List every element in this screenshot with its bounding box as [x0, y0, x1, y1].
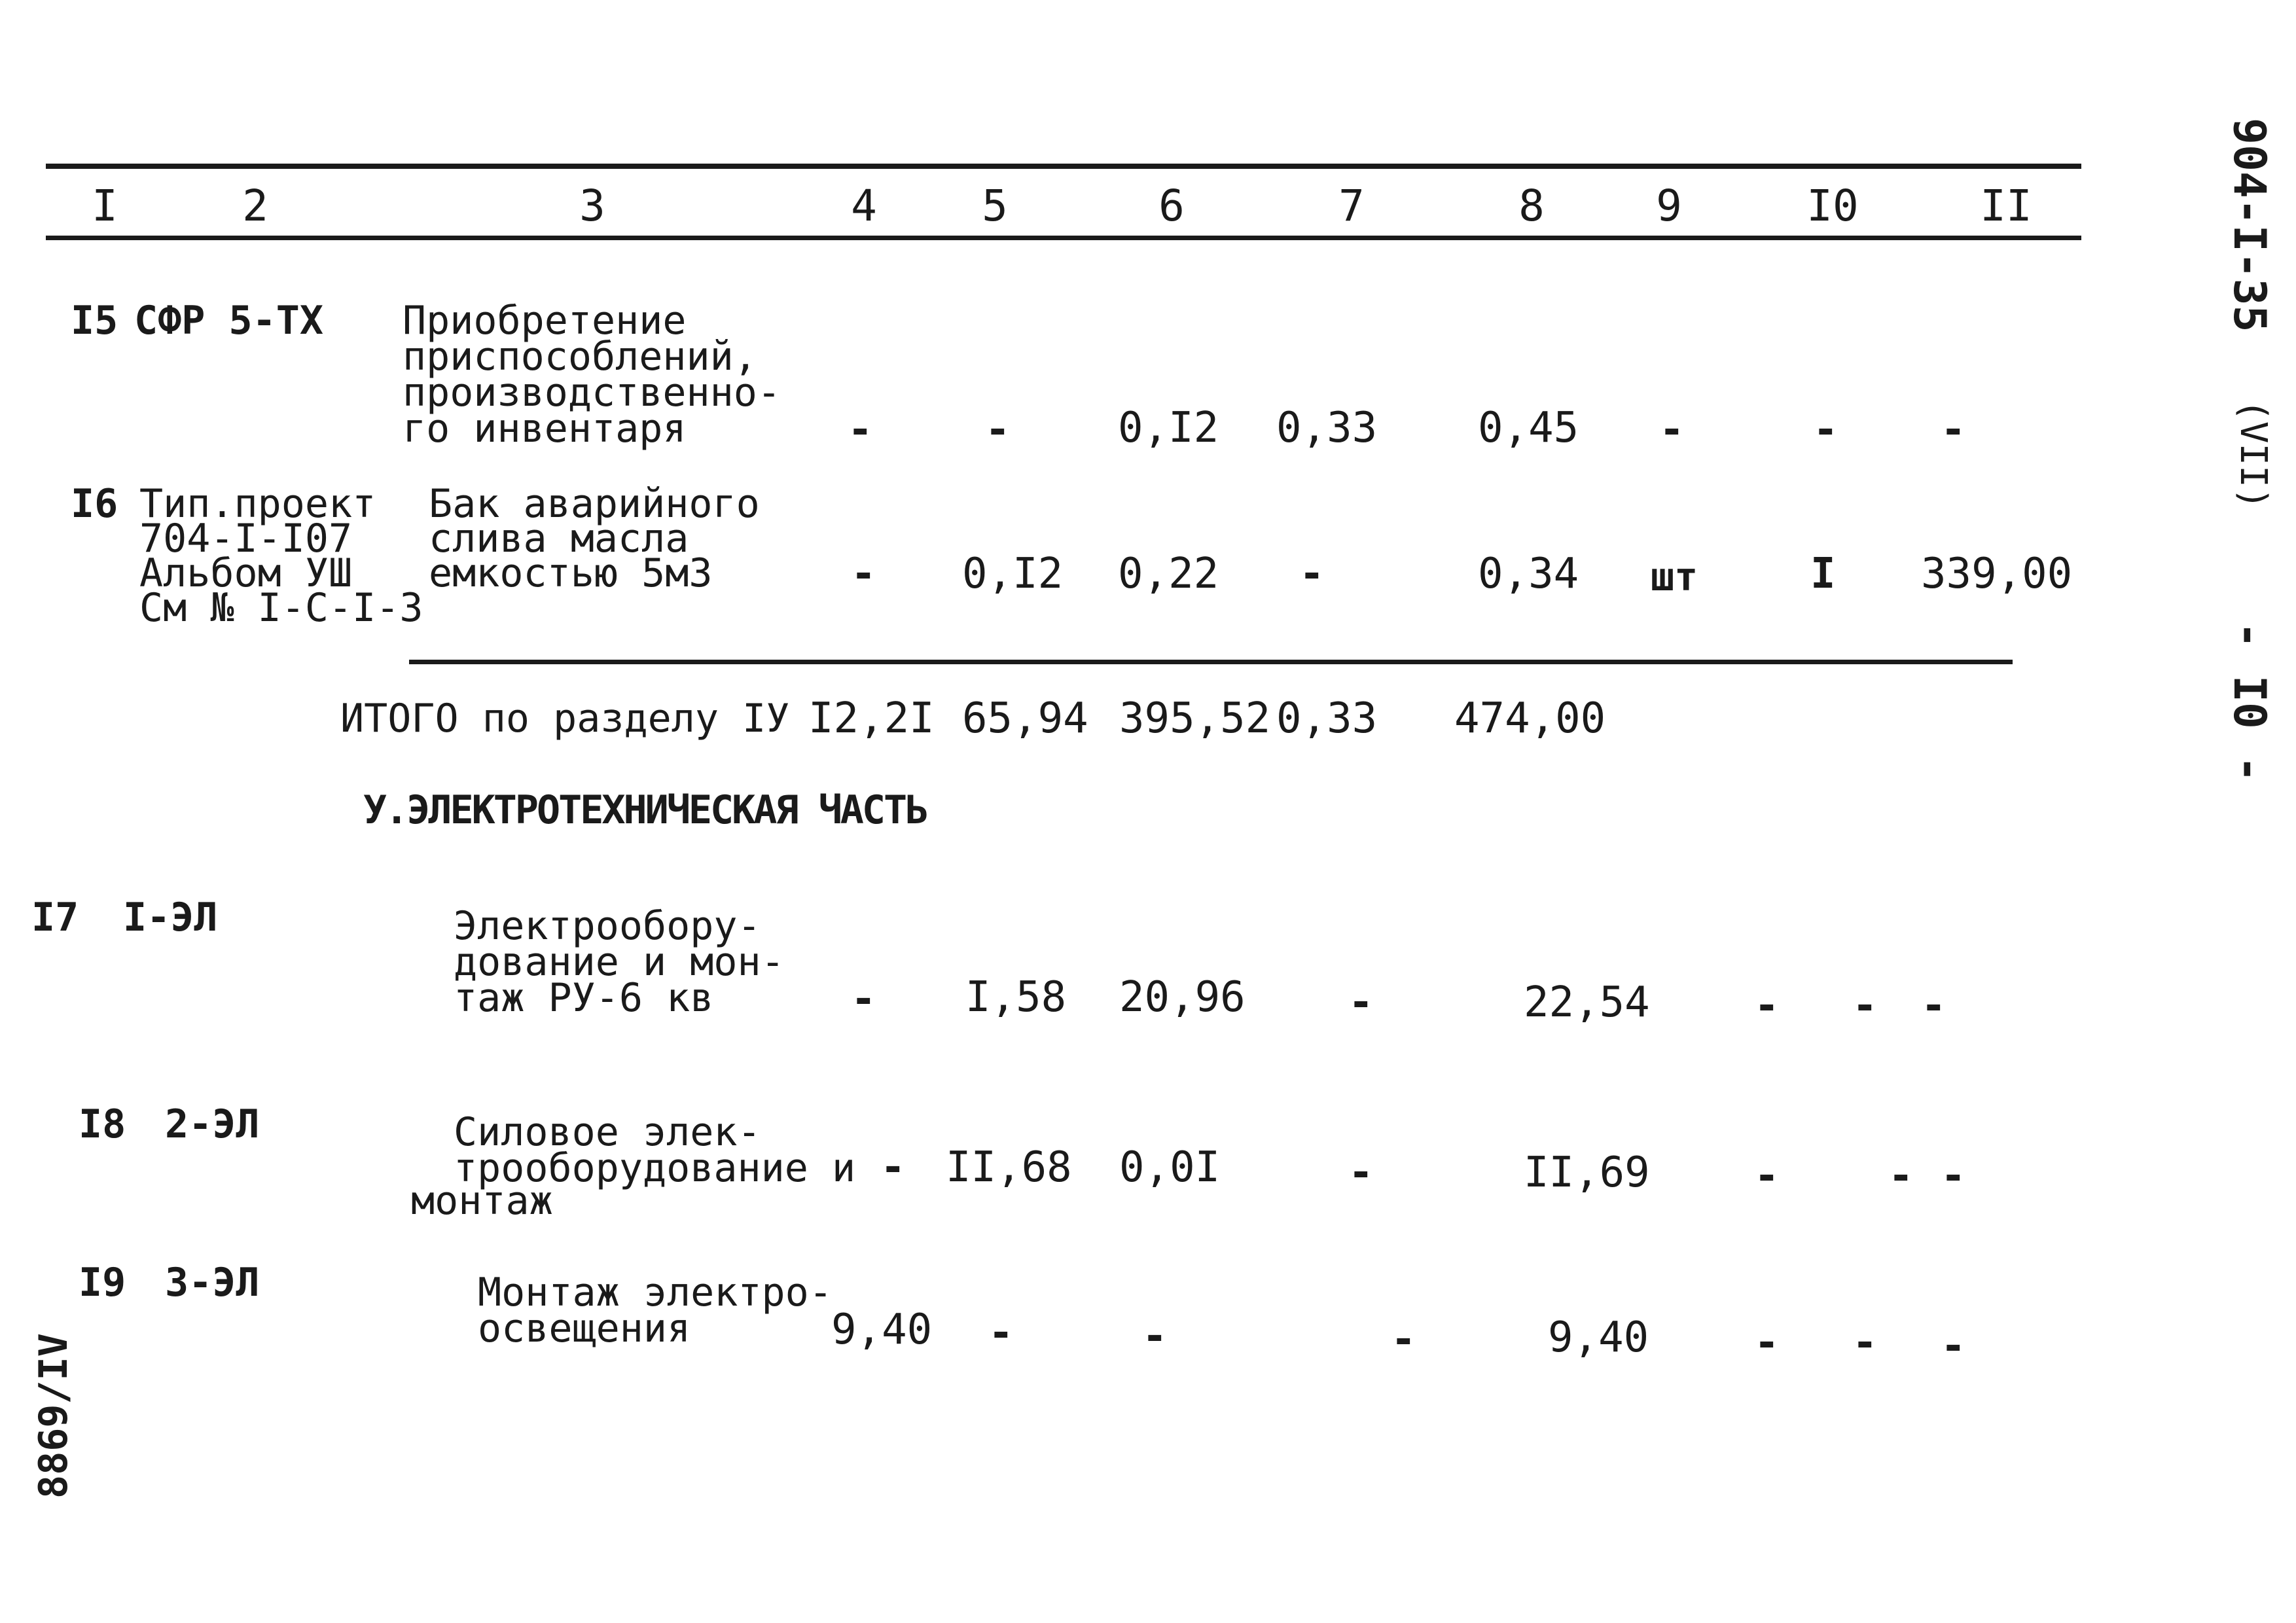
- cell-col-8: II,69: [1524, 1149, 1650, 1197]
- cell-col-10: -: [1813, 406, 1839, 454]
- col-header-10: I0: [1806, 181, 1859, 231]
- page-number: - I0 -: [2223, 622, 2275, 783]
- cell-col-5: I,58: [965, 973, 1067, 1022]
- cell-col-8: 0,45: [1478, 404, 1579, 452]
- total-label: ИТОГО по разделу IУ: [340, 696, 790, 741]
- header-top-rule: [46, 164, 2081, 169]
- total-col-7: 0,33: [1276, 694, 1378, 743]
- cell-col-9: -: [1659, 406, 1685, 454]
- col-header-5: 5: [982, 181, 1008, 231]
- cell-col-7: -: [1299, 550, 1325, 598]
- cell-col-9: шт: [1651, 554, 1698, 600]
- cell-col-9: -: [1754, 1152, 1780, 1200]
- row-code: I-ЭЛ: [123, 895, 218, 940]
- row-number: I7: [31, 895, 79, 940]
- cell-col-4: 9,40: [831, 1306, 933, 1354]
- total-col-8: 474,00: [1454, 694, 1606, 743]
- row-name-line: Электрообору-: [454, 903, 761, 949]
- col-header-2: 2: [242, 181, 268, 231]
- cell-col-11: 339,00: [1921, 550, 2073, 598]
- cell-col-7: -: [1391, 1315, 1416, 1364]
- row-name-line: таж РУ-6 кв: [454, 975, 714, 1021]
- row-number: I6: [71, 481, 118, 527]
- cell-col-5: -: [988, 1309, 1014, 1357]
- col-header-3: 3: [579, 181, 605, 231]
- row-name-line: го инвентаря: [403, 406, 687, 452]
- row-name-line: приспособлений,: [403, 334, 757, 380]
- total-rule: [409, 660, 2013, 664]
- row-code-line: Тип.проект: [139, 481, 376, 527]
- row-code-line: См № I-С-I-3: [139, 585, 423, 631]
- total-col-5: 65,94: [962, 694, 1088, 743]
- cell-col-4: -: [851, 550, 876, 598]
- cell-col-4: -: [851, 975, 876, 1024]
- sheet-mark: (VII): [2232, 399, 2274, 510]
- cell-col-10: -: [1852, 1319, 1878, 1367]
- header-bottom-rule: [46, 236, 2081, 240]
- row-name-line: слива масла: [429, 516, 689, 562]
- cell-col-11: -: [1941, 1152, 1966, 1200]
- cell-col-7: 0,33: [1276, 404, 1378, 452]
- cell-col-8: 0,34: [1478, 550, 1579, 598]
- cell-col-9: -: [1754, 982, 1780, 1030]
- row-code: 3-ЭЛ: [165, 1260, 260, 1306]
- row-name-line: емкостью 5м3: [429, 550, 713, 596]
- cell-col-6: -: [1142, 1312, 1168, 1361]
- cell-col-5: II,68: [946, 1143, 1072, 1192]
- cell-col-8: 22,54: [1524, 978, 1650, 1027]
- row-code-line: Альбом УШ: [139, 550, 353, 596]
- col-header-9: 9: [1656, 181, 1682, 231]
- document-code: 904-I-35: [2223, 118, 2275, 332]
- cell-col-6: 20,96: [1119, 973, 1246, 1022]
- cell-col-4: -: [848, 406, 873, 454]
- row-number: I5: [71, 298, 118, 344]
- row-name-line: дование и мон-: [454, 939, 785, 985]
- archive-stamp: 8869/IV: [31, 1333, 77, 1499]
- cell-col-5: -: [985, 406, 1011, 454]
- cell-col-6: 0,0I: [1119, 1143, 1221, 1192]
- section-title: У.ЭЛЕКТРОТЕХНИЧЕСКАЯ ЧАСТЬ: [363, 787, 927, 833]
- cell-col-10: -: [1852, 982, 1878, 1030]
- row-number: I8: [79, 1101, 126, 1147]
- row-name-line: освещения: [478, 1306, 691, 1351]
- col-header-8: 8: [1518, 181, 1545, 231]
- row-name-line: производственно-: [403, 370, 781, 416]
- cell-col-9: -: [1754, 1319, 1780, 1367]
- row-code-line: 704-I-I07: [139, 516, 353, 562]
- row-name-line: трооборудование и: [454, 1145, 856, 1191]
- cell-col-11: -: [1941, 1322, 1966, 1370]
- cell-col-6: 0,I2: [1118, 404, 1219, 452]
- col-header-6: 6: [1158, 181, 1185, 231]
- cell-col-8: 9,40: [1548, 1313, 1649, 1362]
- cell-col-4: -: [880, 1143, 906, 1192]
- row-name-line: монтаж: [411, 1178, 553, 1224]
- col-header-1: I: [92, 181, 118, 231]
- cell-col-10: I: [1810, 550, 1836, 598]
- row-name-line: Монтаж электро-: [478, 1270, 833, 1315]
- cell-col-10: -: [1888, 1152, 1914, 1200]
- row-name-line: Бак аварийного: [429, 481, 760, 527]
- cell-col-11: -: [1921, 982, 1946, 1030]
- row-code: СФР 5-ТХ: [134, 298, 323, 344]
- col-header-7: 7: [1338, 181, 1365, 231]
- col-header-4: 4: [851, 181, 877, 231]
- total-col-6: 395,52: [1119, 694, 1271, 743]
- col-header-11: II: [1980, 181, 2032, 231]
- cell-col-7: -: [1348, 978, 1374, 1027]
- cell-col-6: 0,22: [1118, 550, 1219, 598]
- cell-col-7: -: [1348, 1149, 1374, 1197]
- row-name-line: Приобретение: [403, 298, 687, 344]
- row-code: 2-ЭЛ: [165, 1101, 260, 1147]
- row-number: I9: [79, 1260, 126, 1306]
- cell-col-5: 0,I2: [962, 550, 1064, 598]
- row-name-line: Силовое элек-: [454, 1109, 761, 1155]
- cell-col-11: -: [1941, 406, 1966, 454]
- total-col-4: I2,2I: [808, 694, 935, 743]
